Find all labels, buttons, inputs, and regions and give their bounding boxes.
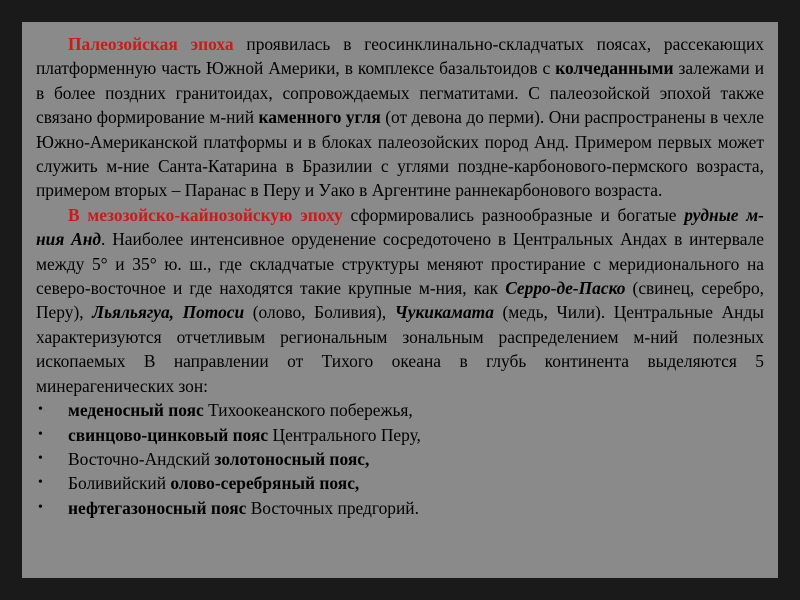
list-item xyxy=(36,423,764,447)
zones-list xyxy=(36,398,764,520)
list-item xyxy=(36,471,764,495)
zone-text: Боливийский xyxy=(68,473,171,494)
mesozoic-text-1: сформировались разнообразные и богатые xyxy=(342,204,685,225)
deposit-llallagua-potosi: Льяльягуа, Потоси xyxy=(92,302,245,323)
bullet-icon: • xyxy=(38,450,43,466)
paleozoic-text-1: проявилась в геосинклинально-складчатых поясах, рассекающих платформенную часть Южной Америки, в комплексе базальтоидов с xyxy=(36,34,764,79)
zone-bold: олово-серебряный пояс, xyxy=(170,473,360,494)
zone-bold: свинцово-цинковый пояс xyxy=(68,424,269,445)
zone-bold: меденосный пояс xyxy=(68,400,204,421)
list-item xyxy=(36,496,764,520)
paleozoic-text-2: залежами и в более поздних гранитоидах, сопровождаемых пегматитами. С палеозойской эпохой также связано формирование м-ний xyxy=(36,58,764,128)
term-paleozoic-era: Палеозойская эпоха xyxy=(68,34,234,54)
zone-bold: золотоносный пояс, xyxy=(214,448,370,469)
bullet-icon: • xyxy=(38,499,43,515)
paragraph-paleozoic xyxy=(36,32,764,203)
mesozoic-text-4: (олово, Боливия), xyxy=(244,302,395,323)
deposit-chuquicamata: Чукикамата xyxy=(394,302,494,323)
term-ore-deposits-andes: рудные м-ния Анд xyxy=(36,204,764,250)
term-epoch: эпоху xyxy=(300,204,343,225)
term-pyrite: колчеданными xyxy=(555,58,674,79)
bullet-icon: • xyxy=(38,475,43,491)
zone-text: Центрального Перу, xyxy=(268,424,421,445)
zone-bold: нефтегазоносный пояс xyxy=(68,497,247,518)
mesozoic-text-3: (свинец, серебро, Перу), xyxy=(36,278,764,323)
deposit-cerro-de-pasco: Серро-де-Паско xyxy=(505,278,626,299)
bullet-icon: • xyxy=(38,402,43,418)
list-item xyxy=(36,398,764,422)
zone-text: Восточных предгорий. xyxy=(246,497,419,518)
paragraph-mesozoic-cenozoic xyxy=(36,203,764,398)
term-coal: каменного угля xyxy=(258,107,381,128)
mesozoic-text-5: (медь, Чили). Центральные Анды характеризуются отчетливым региональным зональным распределением м-ний полезных ископаемых В направлении от Тихого океана в глубь континента выделяются 5 минерагенических зон: xyxy=(36,302,764,396)
mesozoic-text-2: . Наиболее интенсивное оруденение сосредоточено в Центральных Андах в интервале между 5° и 35° ю. ш., где складчатые структуры меняют простирание с меридионального на северо-восточное и где находятся такие крупные м-ния, как xyxy=(36,229,765,299)
zone-text: Тихоокеанского побережья, xyxy=(203,400,413,421)
term-mesozoic-cenozoic: В мезозойско-кайнозойскую xyxy=(68,204,293,225)
zone-text: Восточно-Андский xyxy=(68,448,215,469)
bullet-icon: • xyxy=(38,426,43,442)
list-item xyxy=(36,447,764,471)
paleozoic-text-3: (от девона до перми). Они распространены в чехле Южно-Американской платформы и в блоках палеозойских пород Анд. Примером первых может служить м-ние Санта-Катарина в Бразилии с углями поздне-карбонового-пермского возраста, примером вторых – Паранас в Перу и Уако в Аргентине раннекарбонового возраста. xyxy=(36,107,764,201)
text-panel xyxy=(22,22,778,578)
